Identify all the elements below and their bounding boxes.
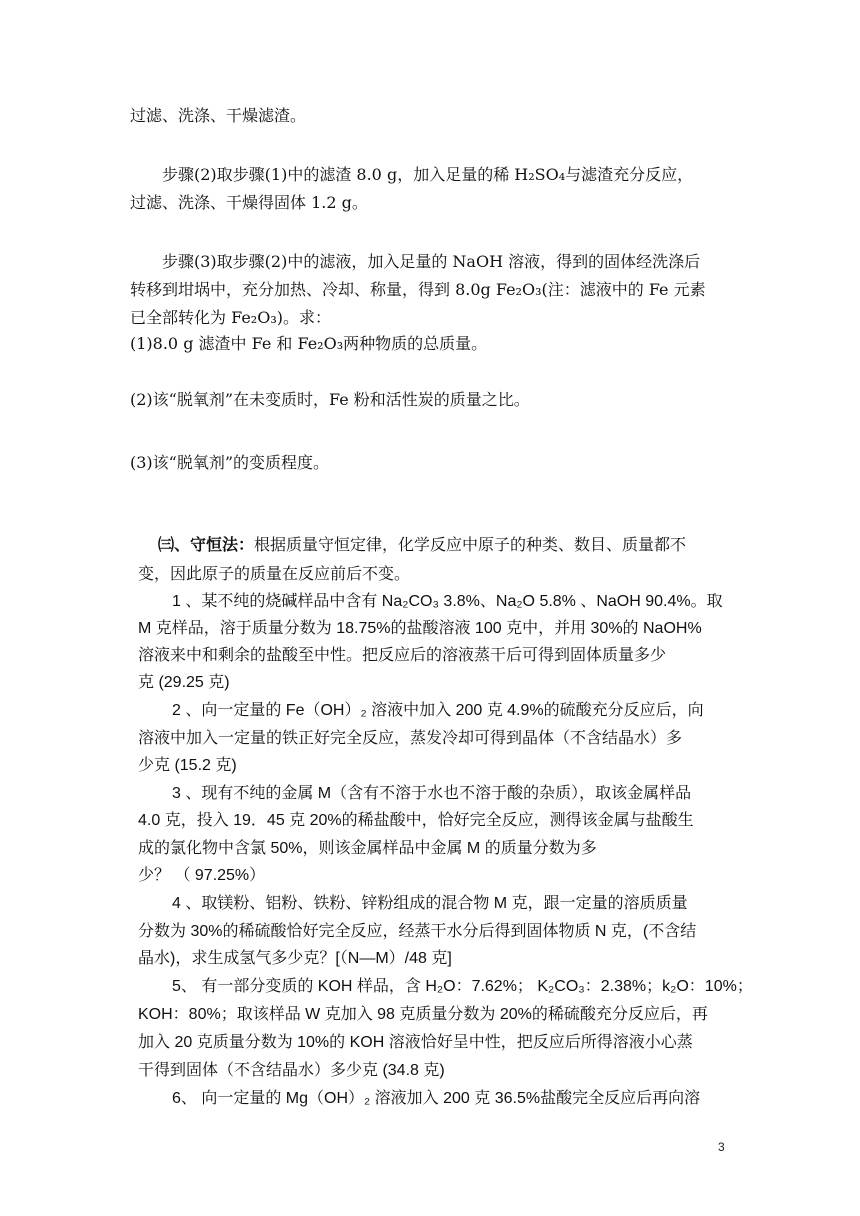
problem-5-line: KOH：80%；取该样品 W 克加入 98 克质量分数为 20%的稀硫酸充分反应后，再 bbox=[138, 1006, 708, 1023]
problem-5-line: 5、 有一部分变质的 KOH 样品，含 H₂O：7.62%； K₂CO₃：2.38%；k₂O：10%； bbox=[172, 978, 753, 995]
problem-3-line: 3 、现有不纯的金属 M（含有不溶于水也不溶于酸的杂质），取该金属样品 bbox=[172, 785, 692, 802]
problem-4-line: 4 、取镁粉、铝粉、铁粉、锌粉组成的混合物 M 克，跟一定量的溶质质量 bbox=[172, 895, 688, 912]
question-3: (3)该“脱氧剂”的变质程度。 bbox=[130, 453, 330, 472]
problem-4-line: 分数为 30%的稀硫酸恰好完全反应，经蒸干水分后得到固体物质 N 克，(不含结 bbox=[138, 923, 697, 940]
problem-2-line: 溶液中加入一定量的铁正好完全反应，蒸发冷却可得到晶体（不含结晶水）多 bbox=[138, 730, 683, 747]
problem-5-line: 加入 20 克质量分数为 10%的 KOH 溶液恰好呈中性，把反应后所得溶液小心蒸 bbox=[138, 1034, 693, 1051]
problem-3-line: 成的氯化物中含氯 50%，则该金属样品中金属 M 的质量分数为多 bbox=[138, 840, 597, 857]
question-2: (2)该“脱氧剂”在未变质时，Fe 粉和活性炭的质量之比。 bbox=[130, 390, 530, 409]
problem-1-line: M 克样品，溶于质量分数为 18.75%的盐酸溶液 100 克中，并用 30%的 NaOH% bbox=[138, 620, 702, 637]
section-intro bbox=[158, 532, 686, 555]
problem-3-line: 4.0 克，投入 19．45 克 20%的稀盐酸中，恰好完全反应，测得该金属与盐酸生 bbox=[138, 812, 694, 829]
text-line: 步骤(3)取步骤(2)中的滤液，加入足量的 NaOH 溶液，得到的固体经洗涤后 bbox=[162, 252, 701, 271]
section-intro-text: 根据质量守恒定律，化学反应中原子的种类、数目、质量都不 bbox=[254, 535, 687, 554]
text-line: 过滤、洗涤、干燥滤渣。 bbox=[130, 106, 307, 125]
problem-1-line: 克 (29.25 克) bbox=[138, 674, 230, 691]
problem-2-line: 2 、向一定量的 Fe（OH）₂ 溶液中加入 200 克 4.9%的硫酸充分反应后，向 bbox=[172, 702, 704, 719]
text-line: 过滤、洗涤、干燥得固体 1.2 g。 bbox=[130, 193, 368, 212]
text-line: 已全部转化为 Fe₂O₃)。求： bbox=[130, 308, 331, 327]
section-heading: ㈢、守恒法： bbox=[158, 535, 255, 554]
text-line: 转移到坩埚中，充分加热、冷却、称量，得到 8.0g Fe₂O₃(注：滤液中的 Fe 元素 bbox=[130, 280, 706, 299]
problem-4-line: 晶水)，求生成氢气多少克？[（N—M）/48 克] bbox=[138, 950, 452, 967]
problem-6-line: 6、 向一定量的 Mg（OH）₂ 溶液加入 200 克 36.5%盐酸完全反应后再向溶 bbox=[172, 1090, 701, 1107]
problem-1-line: 溶液来中和剩余的盐酸至中性。把反应后的溶液蒸干后可得到固体质量多少 bbox=[138, 647, 667, 664]
text-line: 变，因此原子的质量在反应前后不变。 bbox=[138, 564, 411, 583]
problem-2-line: 少克 (15.2 克) bbox=[138, 757, 237, 774]
problem-1-line: 1 、某不纯的烧碱样品中含有 Na₂CO₃ 3.8%、Na₂O 5.8% 、NaOH 90.4%。取 bbox=[172, 593, 723, 610]
question-1: (1)8.0 g 滤渣中 Fe 和 Fe₂O₃两种物质的总质量。 bbox=[130, 334, 488, 353]
problem-3-line: 少？ （ 97.25%） bbox=[138, 867, 266, 884]
problem-5-line: 干得到固体（不含结晶水）多少克 (34.8 克) bbox=[138, 1062, 445, 1079]
page-number: 3 bbox=[718, 1140, 725, 1154]
text-line: 步骤(2)取步骤(1)中的滤渣 8.0 g，加入足量的稀 H₂SO₄与滤渣充分反应， bbox=[162, 165, 694, 184]
